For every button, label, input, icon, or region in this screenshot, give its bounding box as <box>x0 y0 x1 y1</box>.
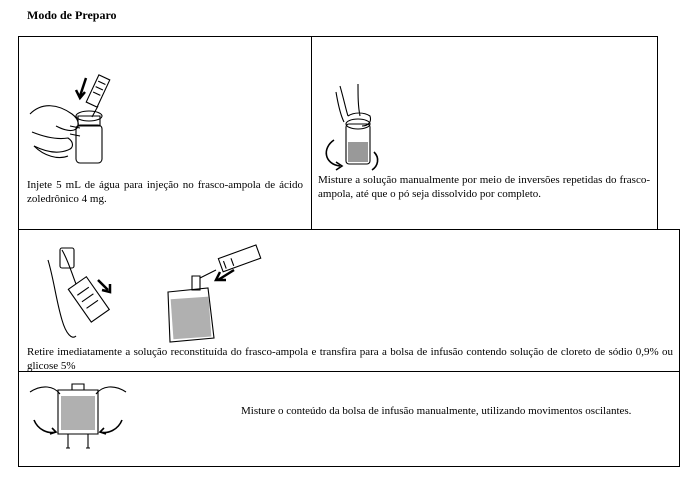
hand-swirling-vial-icon <box>318 82 390 172</box>
page-title: Modo de Preparo <box>27 8 117 22</box>
step-1-text: Injete 5 mL de água para injeção no frasco-ampola de ácido zoledrônico 4 mg. <box>27 179 303 205</box>
hands-rocking-bag-icon <box>28 378 128 454</box>
step-2-text: Misture a solução manualmente por meio de inversões repetidas do frasco-ampola, até que o pó seja dissolvido por completo. <box>318 174 650 200</box>
syringe-injecting-vial-icon <box>28 70 128 175</box>
step-3-text: Retire imediatamente a solução reconstituída do frasco-ampola e transfira para a bolsa de infusão contendo solução de cloreto de sódio 0,9% ou glicose 5% <box>27 346 673 372</box>
step-4-text: Misture o conteúdo da bolsa de infusão manualmente, utilizando movimentos oscilantes. <box>241 405 632 417</box>
syringe-transfer-to-bag-icon <box>38 240 268 345</box>
